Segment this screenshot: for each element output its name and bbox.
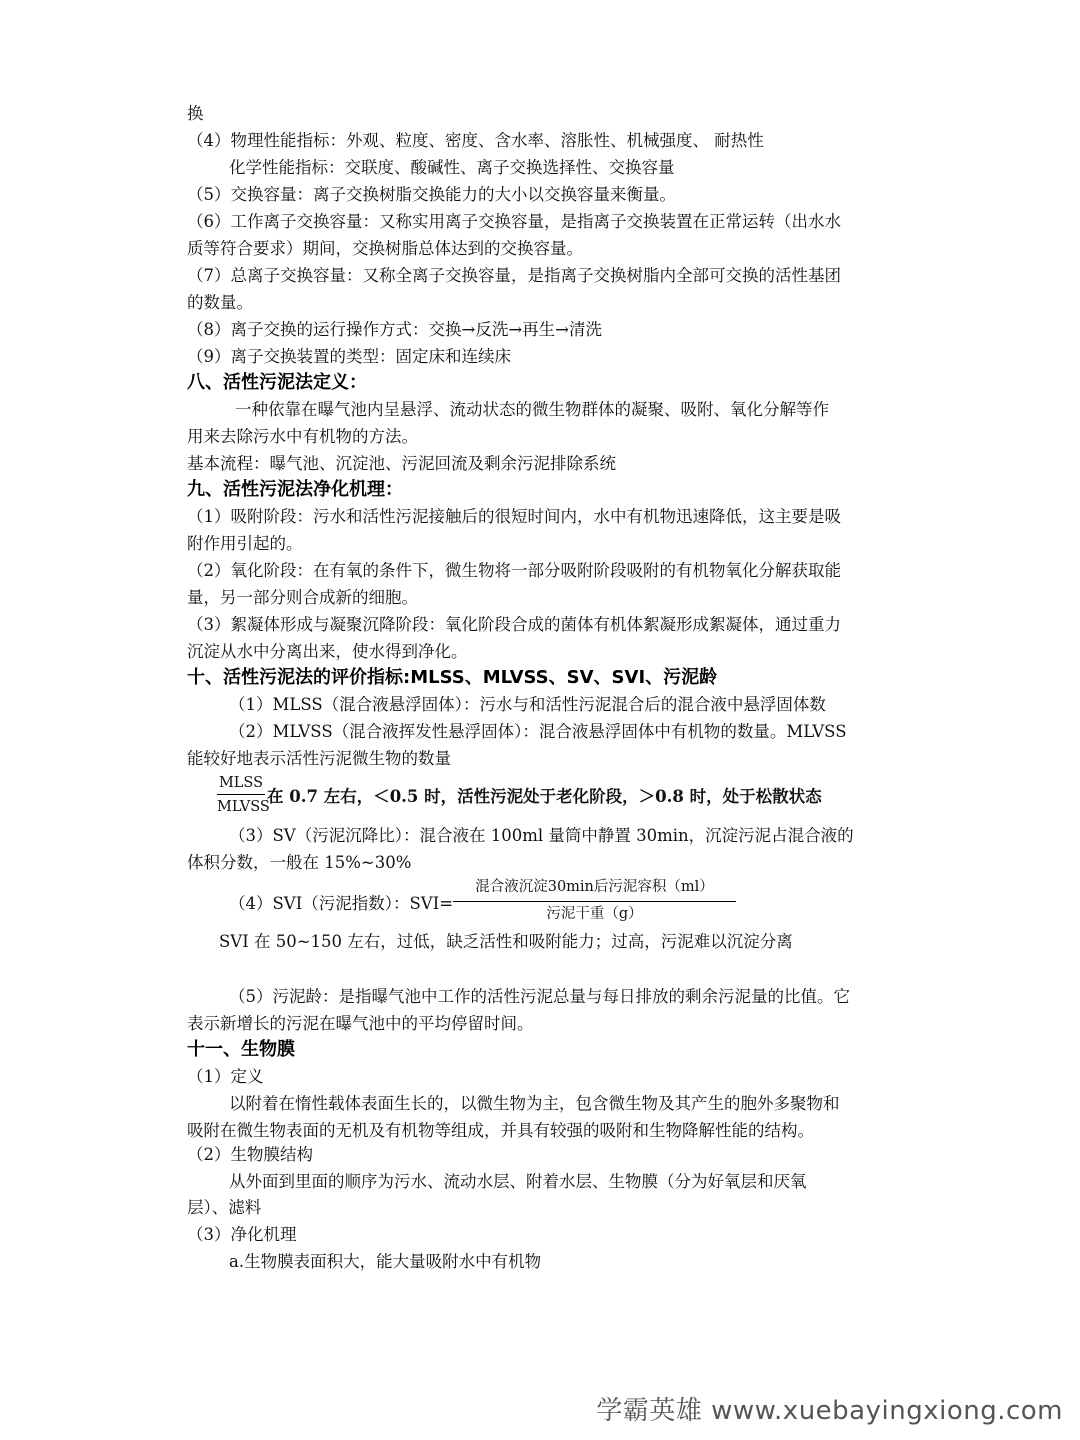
text-line: （2）生物膜结构 bbox=[187, 1145, 313, 1164]
text-line: （2）MLVSS（混合液挥发性悬浮固体）：混合液悬浮固体中有机物的数量。MLVSS bbox=[229, 722, 847, 741]
svi-denominator: 污泥干重（g） bbox=[546, 906, 643, 922]
text-line: （2）氧化阶段：在有氧的条件下，微生物将一部分吸附阶段吸附的有机物氧化分解获取能 bbox=[187, 561, 841, 580]
watermark: 学霸英雄 www.xuebayingxiong.com bbox=[596, 1396, 1063, 1426]
svi-numerator: 混合液沉淀30min后污泥容积（ml） bbox=[475, 879, 714, 895]
text-line: （1）MLSS（混合液悬浮固体）：污水与和活性污泥混合后的混合液中悬浮固体数 bbox=[229, 695, 826, 714]
text-line: SVI 在 50~150 左右，过低，缺乏活性和吸附能力；过高，污泥难以沉淀分离 bbox=[219, 932, 793, 951]
text-line: （9）离子交换装置的类型：固定床和连续床 bbox=[187, 347, 511, 366]
text-line: 能较好地表示活性污泥微生物的数量 bbox=[187, 749, 451, 768]
text-line: 量，另一部分则合成新的细胞。 bbox=[187, 588, 418, 607]
text-line: 表示新增长的污泥在曝气池中的平均停留时间。 bbox=[187, 1014, 534, 1033]
text-line: 体积分数，一般在 15%~30% bbox=[187, 853, 412, 872]
text-line: （1）吸附阶段：污水和活性污泥接触后的很短时间内，水中有机物迅速降低，这主要是吸 bbox=[187, 507, 841, 526]
svi-prefix: （4）SVI（污泥指数）：SVI= bbox=[229, 894, 454, 913]
ratio-numerator: MLSS bbox=[218, 775, 264, 791]
text-line: （5）交换容量：离子交换树脂交换能力的大小以交换容量来衡量。 bbox=[187, 185, 676, 204]
text-line: 附作用引起的。 bbox=[187, 534, 303, 553]
text-line: 用来去除污水中有机物的方法。 bbox=[187, 427, 418, 446]
section-heading: 十、活性污泥法的评价指标:MLSS、MLVSS、SV、SVI、污泥龄 bbox=[187, 667, 718, 688]
text-line: 层）、滤料 bbox=[187, 1198, 262, 1217]
text-line: （3）净化机理 bbox=[187, 1225, 297, 1244]
text-line: （8）离子交换的运行操作方式：交换→反洗→再生→清洗 bbox=[187, 320, 602, 339]
text-line: （7）总离子交换容量：又称全离子交换容量，是指离子交换树脂内全部可交换的活性基团 bbox=[187, 266, 841, 285]
text-line: 一种依靠在曝气池内呈悬浮、流动状态的微生物群体的凝聚、吸附、氧化分解等作 bbox=[235, 400, 829, 419]
ratio-statement: 在 0.7 左右，＜0.5 时，活性污泥处于老化阶段，＞0.8 时，处于松散状态 bbox=[267, 787, 822, 806]
text-line: （5）污泥龄：是指曝气池中工作的活性污泥总量与每日排放的剩余污泥量的比值。它 bbox=[229, 987, 850, 1006]
text-line: （6）工作离子交换容量：又称实用离子交换容量，是指离子交换装置在正常运转（出水水 bbox=[187, 212, 841, 231]
section-heading: 十一、生物膜 bbox=[187, 1039, 295, 1060]
text-line: （1）定义 bbox=[187, 1067, 264, 1086]
text-line: 吸附在微生物表面的无机及有机物等组成，并具有较强的吸附和生物降解性能的结构。 bbox=[187, 1121, 814, 1140]
text-line: 从外面到里面的顺序为污水、流动水层、附着水层、生物膜（分为好氧层和厌氧 bbox=[229, 1172, 807, 1191]
text-line: 化学性能指标：交联度、酸碱性、离子交换选择性、交换容量 bbox=[229, 158, 675, 177]
text-line: 换 bbox=[187, 104, 204, 123]
text-line: 沉淀从水中分离出来，使水得到净化。 bbox=[187, 642, 468, 661]
text-line: a.生物膜表面积大，能大量吸附水中有机物 bbox=[229, 1252, 542, 1271]
section-heading: 八、活性污泥法定义： bbox=[187, 372, 367, 393]
section-heading: 九、活性污泥法净化机理： bbox=[187, 479, 403, 500]
text-line: 的数量。 bbox=[187, 293, 253, 312]
fraction-bar bbox=[217, 794, 265, 795]
text-line: （3）SV（污泥沉降比）：混合液在 100ml 量筒中静置 30min，沉淀污泥占混合液的 bbox=[229, 826, 854, 845]
text-line: 基本流程：曝气池、沉淀池、污泥回流及剩余污泥排除系统 bbox=[187, 454, 616, 473]
ratio-denominator: MLVSS bbox=[217, 799, 270, 815]
text-line: 质等符合要求）期间，交换树脂总体达到的交换容量。 bbox=[187, 239, 583, 258]
text-line: 以附着在惰性载体表面生长的，以微生物为主，包含微生物及其产生的胞外多聚物和 bbox=[229, 1094, 840, 1113]
text-line: （3）絮凝体形成与凝聚沉降阶段：氧化阶段合成的菌体有机体絮凝形成絮凝体，通过重力 bbox=[187, 615, 841, 634]
fraction-bar bbox=[453, 901, 736, 902]
text-line: （4）物理性能指标：外观、粒度、密度、含水率、溶胀性、机械强度、 耐热性 bbox=[187, 131, 764, 150]
